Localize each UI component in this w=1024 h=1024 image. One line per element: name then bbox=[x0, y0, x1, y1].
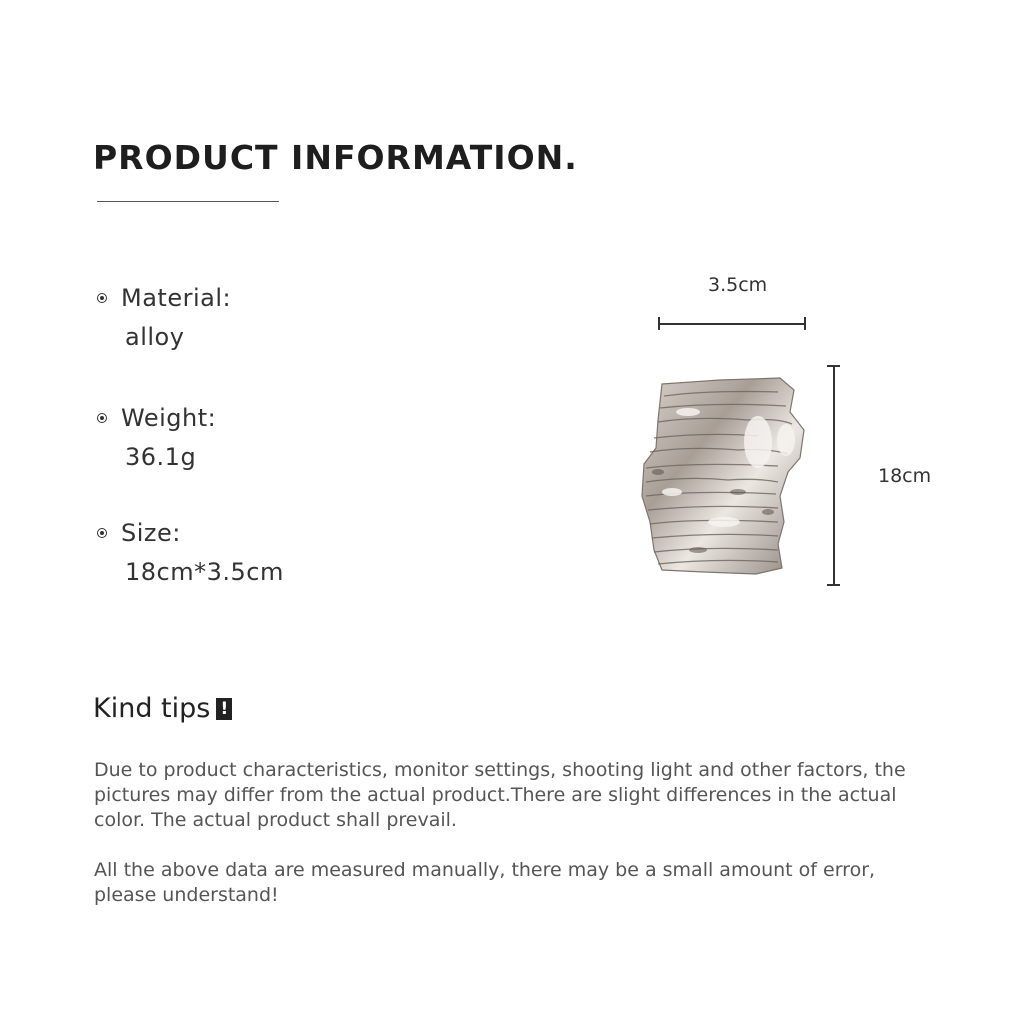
bullet-icon bbox=[97, 413, 107, 423]
spec-size bbox=[97, 518, 284, 586]
spec-material bbox=[97, 283, 231, 351]
height-dimension-line bbox=[833, 366, 835, 585]
spec-label: Weight: bbox=[121, 404, 217, 432]
height-dimension-label: 18cm bbox=[878, 465, 932, 487]
spec-value: 36.1g bbox=[125, 443, 197, 471]
spec-label: Size: bbox=[121, 519, 181, 547]
page-title: PRODUCT INFORMATION. bbox=[93, 138, 578, 177]
width-dimension-label: 3.5cm bbox=[708, 274, 768, 296]
bullet-icon bbox=[97, 528, 107, 538]
kind-tips-heading bbox=[93, 693, 232, 724]
kind-tips-title: Kind tips bbox=[93, 693, 211, 724]
spec-label: Material: bbox=[121, 284, 232, 312]
spec-weight bbox=[97, 403, 216, 471]
tips-paragraph: Due to product characteristics, monitor settings, shooting light and other factors, the pictures may differ from the actual product.There are slight differences in the actual color. The actual product shall prevail. bbox=[94, 759, 906, 831]
height-dimension-tick bbox=[827, 365, 840, 367]
width-dimension-tick bbox=[658, 317, 660, 330]
spec-value: alloy bbox=[125, 323, 185, 351]
width-dimension-line bbox=[659, 323, 805, 325]
width-dimension-tick bbox=[804, 317, 806, 330]
tips-paragraph: All the above data are measured manually, there may be a small amount of error, please understand! bbox=[94, 859, 876, 906]
spec-value: 18cm*3.5cm bbox=[125, 558, 284, 586]
bullet-icon bbox=[97, 293, 107, 303]
product-image bbox=[628, 372, 818, 584]
exclamation-icon: ! bbox=[216, 698, 232, 720]
height-dimension-tick bbox=[827, 584, 840, 586]
title-divider bbox=[97, 201, 279, 202]
